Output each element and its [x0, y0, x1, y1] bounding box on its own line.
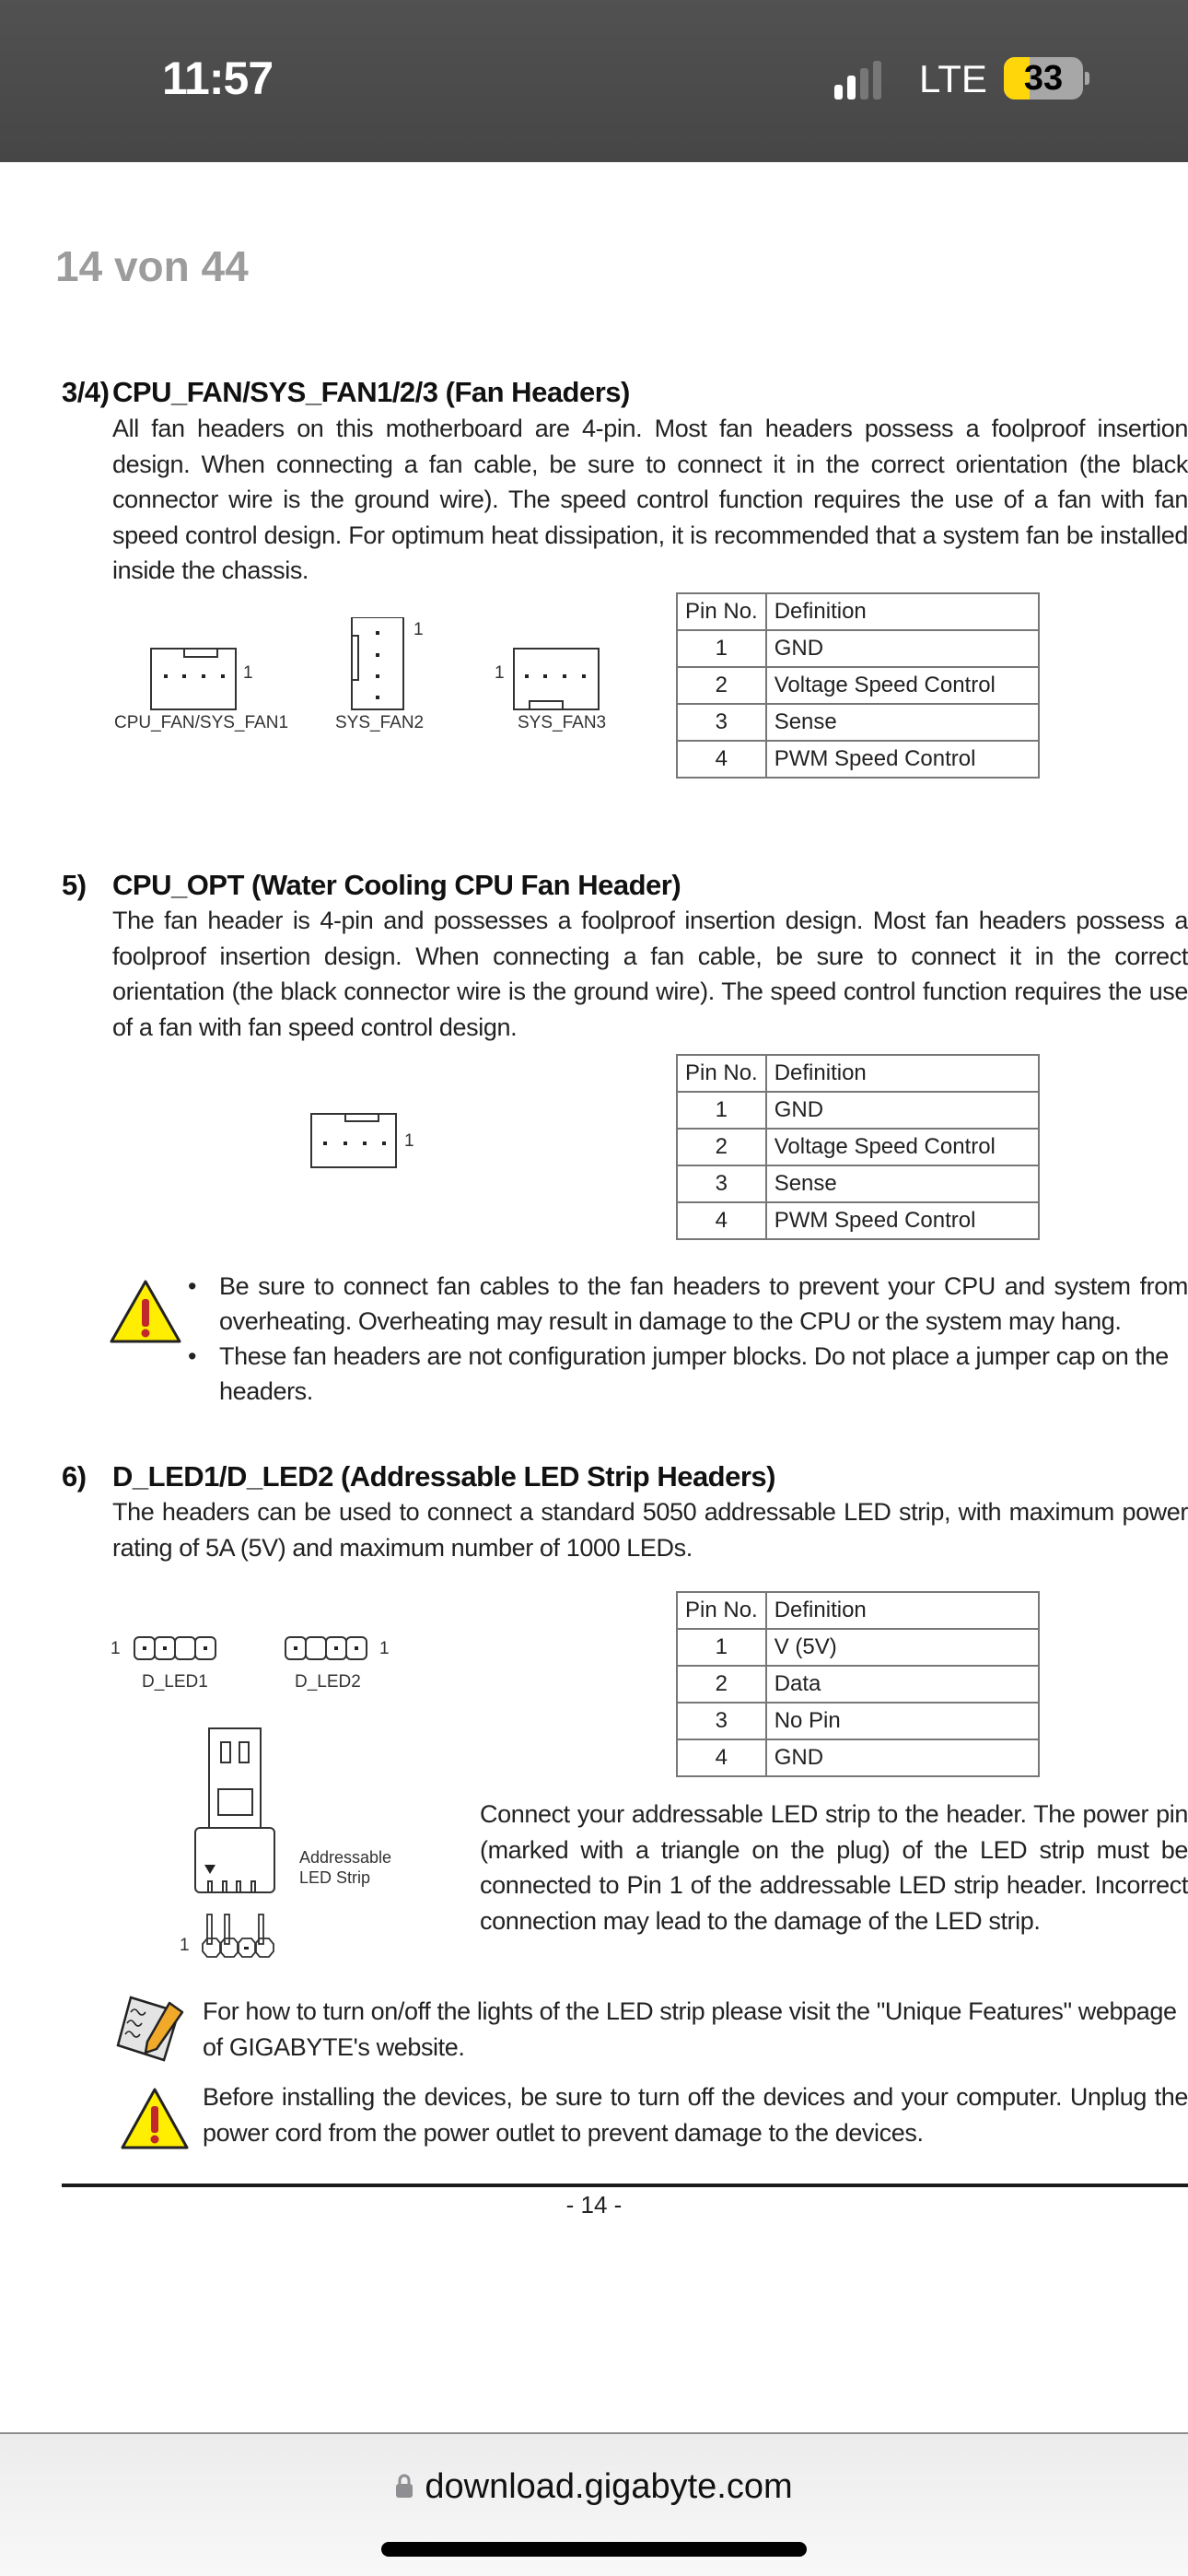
table-header-row [677, 1592, 1039, 1629]
status-time: 11:57 [162, 53, 274, 104]
pin-number: 1 [677, 630, 766, 667]
signal-strength-icon [834, 61, 899, 100]
section-number: 3/4) [62, 376, 110, 408]
sys-fan2-connector-diagram [352, 617, 403, 709]
section-body: All fan headers on this motherboard are 4-pin. Most fan headers possess a foolproof insertion design. When connecting a fan cable, be sure to connect it in the correct orientation (the black connector wire is the ground wire). The speed control function requires the use of a fan with fan speed control design. For optimum heat dissipation, it is recommended that a system fan be installed inside the chassis. [112, 415, 1188, 584]
pin1-marker: 1 [379, 1639, 390, 1658]
cpu-opt-connector-diagram [309, 1111, 402, 1170]
table-row [677, 1629, 1039, 1666]
diagram-label-sys-fan3: SYS_FAN3 [518, 713, 607, 732]
diagram-label-d-led1: D_LED1 [142, 1672, 208, 1692]
footer-rule [62, 2184, 1188, 2187]
table-row [677, 741, 1039, 778]
pin-number: 2 [677, 667, 766, 704]
section-title: CPU_OPT (Water Cooling CPU Fan Header) [112, 869, 681, 901]
home-indicator[interactable] [381, 2542, 807, 2557]
connect-note: Connect your addressable LED strip to the header. The power pin (marked with a triangle on the plug) of the LED strip must be connected to Pin 1 of the addressable LED strip header. Incorrect connection may lead to the damage of the LED strip. [480, 1800, 1188, 1935]
header-pin-no: Pin No. [677, 1055, 766, 1092]
page-number: - 14 - [565, 2191, 623, 2219]
d-led-pin-table [676, 1591, 1040, 1777]
url-text: download.gigabyte.com [425, 2467, 793, 2506]
network-type: LTE [919, 57, 987, 100]
pin-number: 3 [677, 1703, 766, 1739]
pin-definition: PWM Speed Control [766, 1202, 1039, 1239]
page-indicator: 14 von 44 [55, 242, 249, 290]
pin-number: 4 [677, 1739, 766, 1776]
led-note: For how to turn on/off the lights of the LED strip please visit the "Unique Features" webpage of GIGABYTE's website. [203, 1997, 1177, 2061]
pin-number: 4 [677, 741, 766, 778]
pin-number: 2 [677, 1666, 766, 1703]
pin1-marker: 1 [180, 1936, 190, 1955]
warning-item: • Be sure to connect fan cables to the fan headers to prevent your CPU and system from overheating. Overheating may result in damage to the CPU or the system may hang. [188, 1269, 1188, 1339]
pin1-marker: 1 [243, 663, 253, 683]
pin-definition: Voltage Speed Control [766, 667, 1039, 704]
pin-definition: Sense [766, 704, 1039, 741]
table-row [677, 1129, 1039, 1165]
diagram-label-sys-fan2: SYS_FAN2 [335, 713, 425, 732]
pin-definition: GND [766, 1092, 1039, 1129]
warning-item: • These fan headers are not configuration jumper blocks. Do not place a jumper cap on the headers. [188, 1339, 1188, 1409]
pin-definition: GND [766, 630, 1039, 667]
header-definition: Definition [766, 593, 1039, 630]
header-pin-no: Pin No. [677, 1592, 766, 1629]
section-title: CPU_FAN/SYS_FAN1/2/3 (Fan Headers) [112, 376, 630, 408]
pin-number: 4 [677, 1202, 766, 1239]
caution-text: Before installing the devices, be sure to turn off the devices and your computer. Unplug the power cord from the power outlet to prevent damage to the devices. [203, 2083, 1188, 2147]
d-led2-header-diagram [285, 1637, 367, 1659]
pin-definition: No Pin [766, 1703, 1039, 1739]
pin-number: 1 [677, 1629, 766, 1666]
note-pencil-icon [114, 1992, 197, 2066]
strip-label: LED Strip [299, 1868, 371, 1887]
header-pins-diagram [203, 1914, 274, 1957]
section-body: The fan header is 4-pin and possesses a foolproof insertion design. Most fan headers possess a foolproof insertion design. When connecting a fan cable, be sure to connect it in the correct orientation (the black connector wire is the ground wire). The speed control function requires the use of a fan with fan speed control design. [112, 907, 1188, 1041]
table-row [677, 1739, 1039, 1776]
pin-number: 3 [677, 1165, 766, 1202]
pin-definition: Sense [766, 1165, 1039, 1202]
lock-icon [395, 2468, 413, 2508]
warning-list [188, 1269, 1188, 1409]
header-pin-no: Pin No. [677, 593, 766, 630]
table-row [677, 1092, 1039, 1129]
pin-definition: Voltage Speed Control [766, 1129, 1039, 1165]
caution-warning-icon [120, 2087, 190, 2151]
fan-pin-table [676, 592, 1040, 779]
url-field[interactable] [0, 2467, 1188, 2508]
table-row [677, 1666, 1039, 1703]
warning-icon [109, 1279, 182, 1345]
pin-definition: GND [766, 1739, 1039, 1776]
battery-nub [1085, 72, 1089, 85]
table-header-row [677, 593, 1039, 630]
header-definition: Definition [766, 1055, 1039, 1092]
table-row [677, 1202, 1039, 1239]
table-row [677, 630, 1039, 667]
diagram-label-d-led2: D_LED2 [295, 1672, 361, 1692]
pin1-marker: 1 [404, 1131, 414, 1151]
pin1-marker: 1 [413, 620, 424, 639]
section-title: D_LED1/D_LED2 (Addressable LED Strip Headers) [112, 1460, 775, 1493]
fan-header-diagrams [138, 617, 617, 728]
d-led1-header-diagram [134, 1637, 215, 1659]
pin-definition: PWM Speed Control [766, 741, 1039, 778]
table-header-row [677, 1055, 1039, 1092]
table-row [677, 667, 1039, 704]
browser-address-bar[interactable] [0, 2432, 1188, 2576]
strip-label: Addressable [299, 1848, 392, 1867]
table-row [677, 704, 1039, 741]
cpu-fan-connector-diagram [151, 649, 236, 709]
header-definition: Definition [766, 1592, 1039, 1629]
section-number: 6) [62, 1460, 87, 1493]
pin-definition: V (5V) [766, 1629, 1039, 1666]
pin-number: 2 [677, 1129, 766, 1165]
battery-icon [1004, 57, 1083, 100]
cpu-opt-pin-table [676, 1054, 1040, 1240]
sys-fan3-connector-diagram [514, 649, 599, 709]
pin-definition: Data [766, 1666, 1039, 1703]
pin1-marker: 1 [495, 663, 505, 683]
section-number: 5) [62, 869, 87, 901]
table-row [677, 1703, 1039, 1739]
table-row [677, 1165, 1039, 1202]
battery-level: 33 [1023, 59, 1064, 98]
diagram-label-cpu-fan: CPU_FAN/SYS_FAN1 [114, 713, 289, 732]
pin-number: 1 [677, 1092, 766, 1129]
pin-number: 3 [677, 704, 766, 741]
section-body: The headers can be used to connect a standard 5050 addressable LED strip, with maximum power rating of 5A (5V) and maximum number of 1000 LEDs. [112, 1498, 1188, 1562]
status-bar [0, 0, 1188, 162]
pin1-marker: 1 [111, 1639, 121, 1658]
